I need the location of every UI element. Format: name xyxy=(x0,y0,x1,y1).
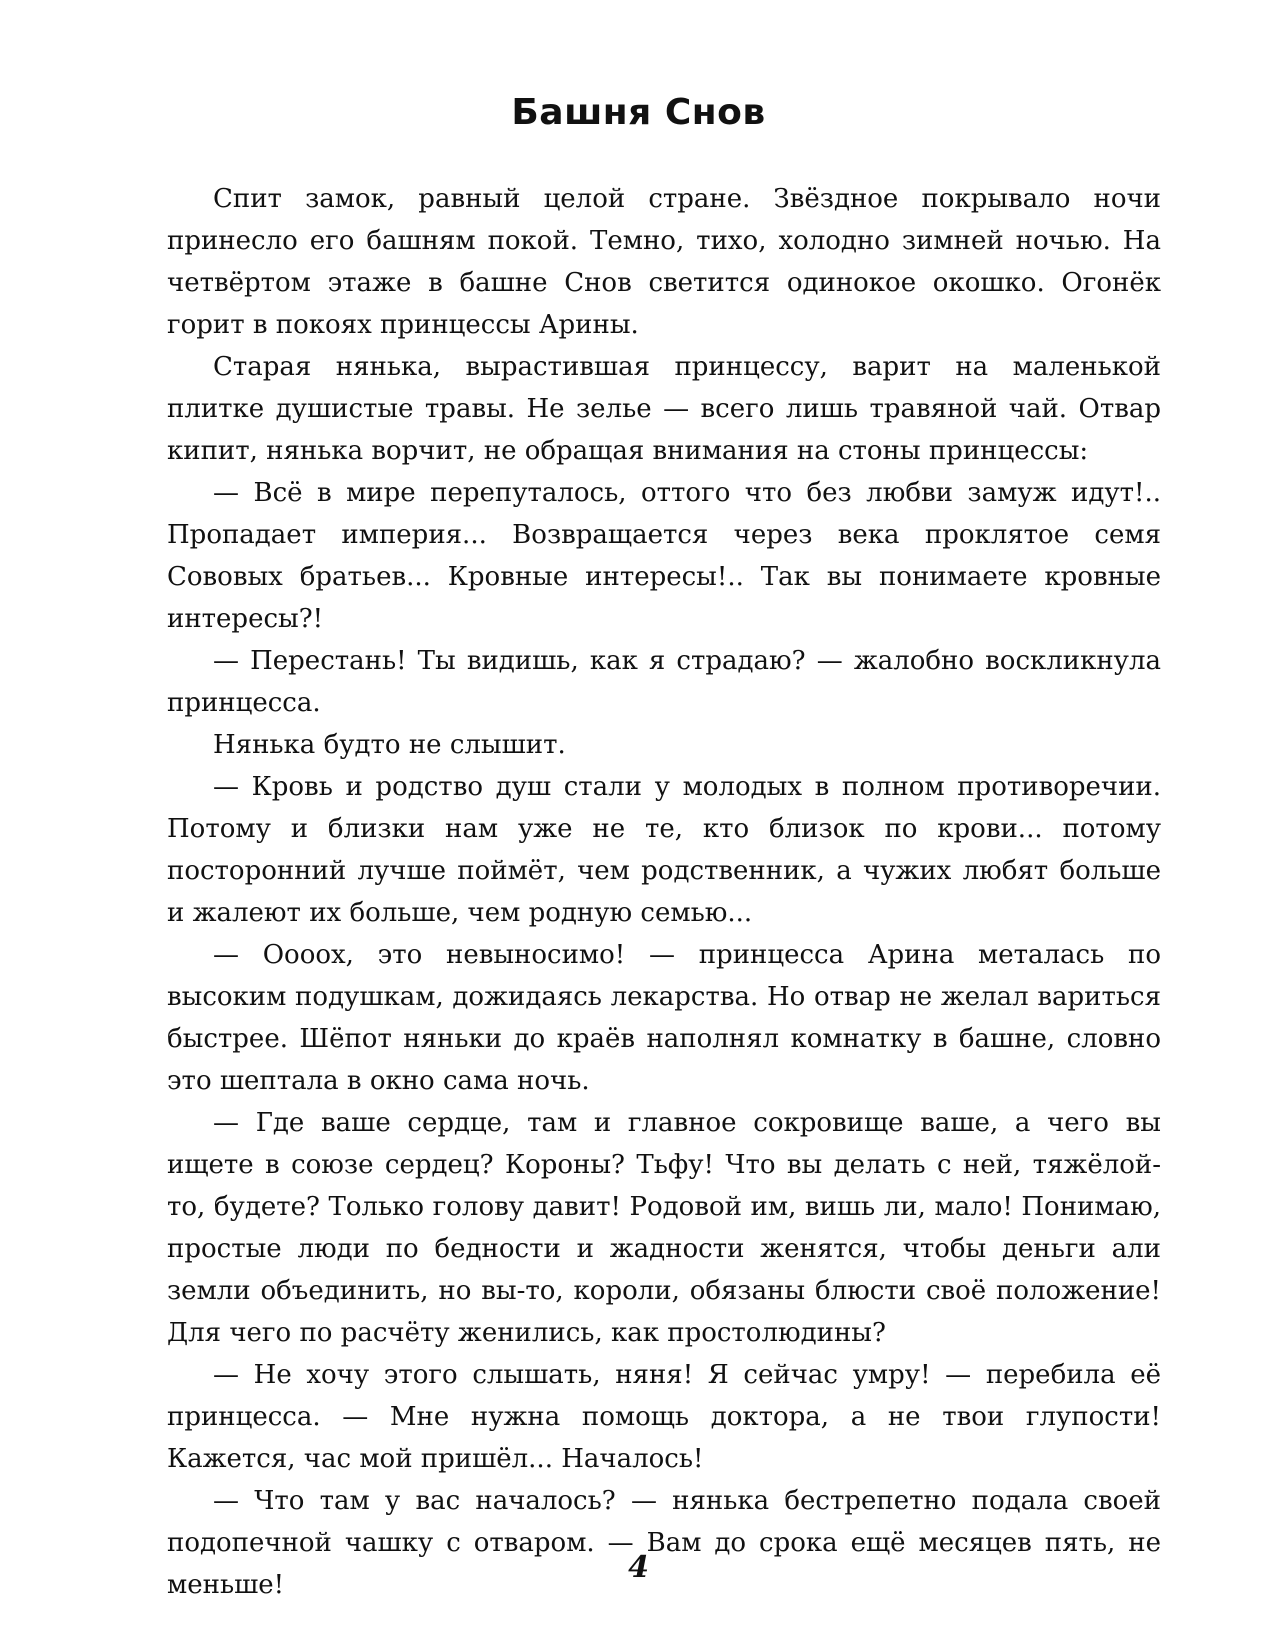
chapter-body xyxy=(167,178,1161,1606)
paragraph: Спит замок, равный целой стране. Звёздное покрывало ночи принесло его башням покой. Темно, тихо, холодно зимней ночью. На четвёртом этаже в башне Снов светится одинокое окошко. Огонёк горит в покоях принцессы Арины. xyxy=(167,184,1161,340)
paragraph: — Перестань! Ты видишь, как я страдаю? — жалобно воскликнула принцесса. xyxy=(167,646,1161,718)
paragraph: — Где ваше сердце, там и главное сокровище ваше, а чего вы ищете в союзе сердец? Короны? Тьфу! Что вы делать с ней, тяжёлой-то, будете? Только голову давит! Родовой им, вишь ли, мало! Понимаю, простые люди по бедности и жадности женятся, чтобы деньги али земли объединить, но вы-то, короли, обязаны блюсти своё положение! Для чего по расчёту женились, как простолюдины? xyxy=(167,1108,1161,1348)
paragraph: — Не хочу этого слышать, няня! Я сейчас умру! — перебила её принцесса. — Мне нужна помощь доктора, а не твои глупости! Кажется, час мой пришёл... Началось! xyxy=(167,1360,1161,1474)
paragraph: Нянька будто не слышит. xyxy=(213,730,566,760)
paragraph: Старая нянька, вырастившая принцессу, варит на маленькой плитке душистые травы. Не зелье — всего лишь травяной чай. Отвар кипит, нянька ворчит, не обращая внимания на стоны принцессы: xyxy=(167,352,1161,466)
page-number: 4 xyxy=(628,1550,649,1585)
paragraph: — Ооoох, это невыносимо! — принцесса Арина металась по высоким подушкам, дожидаясь лекарства. Но отвар не желал вариться быстрее. Шёпот няньки до краёв наполнял комнатку в башне, словно это шептала в окно сама ночь. xyxy=(167,940,1161,1096)
paragraph: — Всё в мире перепуталось, оттого что без любви замуж идут!.. Пропадает империя... Возвращается через века проклятое семя Сововых братьев... Кровные интересы!.. Так вы понимаете кровные интересы?! xyxy=(167,478,1161,634)
chapter-title: Башня Снов xyxy=(511,92,766,133)
paragraph: — Что там у вас началось? — нянька бестрепетно подала своей подопечной чашку с отваром. — Вам до срока ещё месяцев пять, не меньше! xyxy=(167,1486,1161,1600)
paragraph: — Кровь и родство душ стали у молодых в полном противоречии. Потому и близки нам уже не те, кто близок по крови... потому посторонний лучше поймёт, чем родственник, а чужих любят больше и жалеют их больше, чем родную семью... xyxy=(167,772,1161,928)
